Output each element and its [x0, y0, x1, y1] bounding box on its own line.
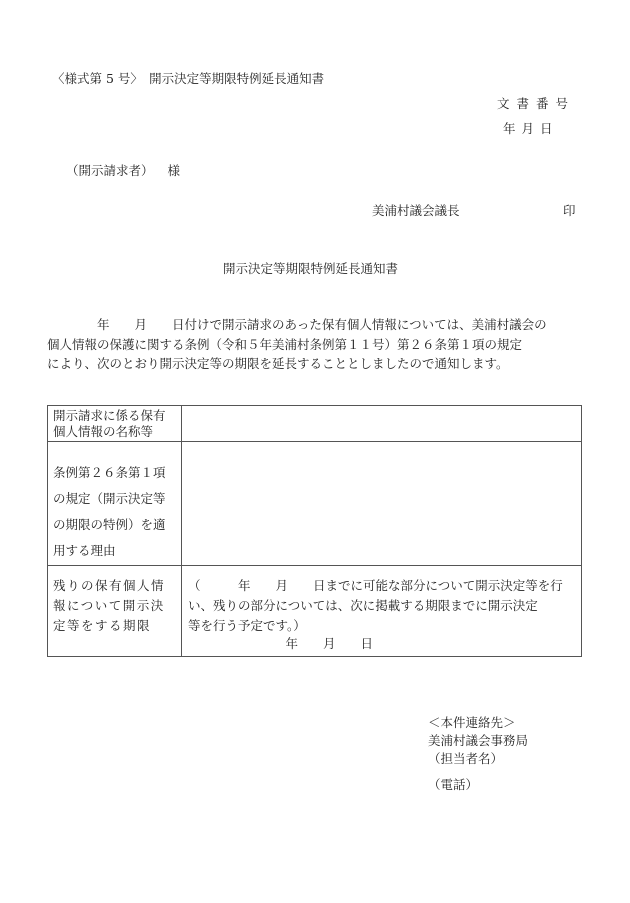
label-line: の規定（開示決定等 [53, 491, 166, 506]
row-label [48, 406, 182, 441]
label-line: 用する理由 [53, 543, 116, 558]
label-line: 報について開示決 [53, 598, 165, 613]
contact-heading: ＜本件連絡先＞ [428, 715, 516, 730]
deadline-date: 年 月 日 [248, 636, 374, 651]
table-row-reason [48, 442, 581, 566]
value-line: （ 年 月 日までに可能な部分について開示決定等を行 [188, 578, 563, 593]
label-line: 残りの保有個人情 [53, 578, 166, 593]
label-line: 開示請求に係る保有 [53, 408, 166, 423]
addressee-name: （開示請求者） [66, 163, 154, 178]
body-paragraph [47, 315, 587, 374]
date-label: 年月日 [503, 121, 559, 136]
label-line: 条例第２６条第１項 [53, 465, 166, 480]
contact-office: 美浦村議会事務局 [428, 733, 529, 748]
sender-name: 美浦村議会議長 [372, 203, 460, 218]
body-line: により、次のとおり開示決定等の期限を延長することとしましたので通知します。 [47, 356, 509, 371]
row-label [48, 442, 182, 565]
label-line: の期限の特例）を適 [53, 517, 166, 532]
row-value-reason[interactable] [182, 442, 581, 565]
notice-table [47, 405, 582, 657]
addressee [66, 163, 180, 179]
label-line: 個人情報の名称等 [53, 424, 154, 439]
table-row-deadline [48, 566, 581, 657]
seal-mark: 印 [563, 203, 576, 218]
value-line: い、残りの部分については、次に掲載する期限までに開示決定 [188, 598, 538, 613]
row-value-deadline [182, 566, 581, 667]
contact-phone: （電話） [428, 777, 479, 792]
row-label [48, 566, 182, 657]
value-line: 等を行う予定です。） [188, 618, 306, 633]
table-row-record-name [48, 406, 581, 442]
body-line: 個人情報の保護に関する条例（令和５年美浦村条例第１１号）第２６条第１項の規定 [47, 336, 523, 352]
form-title: 〈様式第 5 号〉 開示決定等期限特例延長通知書 [52, 71, 325, 86]
contact-person: （担当者名） [428, 751, 504, 766]
body-line: 年 月 日付けで開示請求のあった保有個人情報については、美浦村議会の [47, 317, 547, 332]
document-number-label: 文書番号 [497, 96, 576, 111]
label-line: 定等をする期限 [53, 618, 152, 633]
row-value-record-name[interactable] [182, 406, 581, 441]
contact-block [428, 714, 528, 794]
document-title: 開示決定等期限特例延長通知書 [223, 261, 399, 276]
addressee-honorific: 様 [167, 163, 181, 178]
